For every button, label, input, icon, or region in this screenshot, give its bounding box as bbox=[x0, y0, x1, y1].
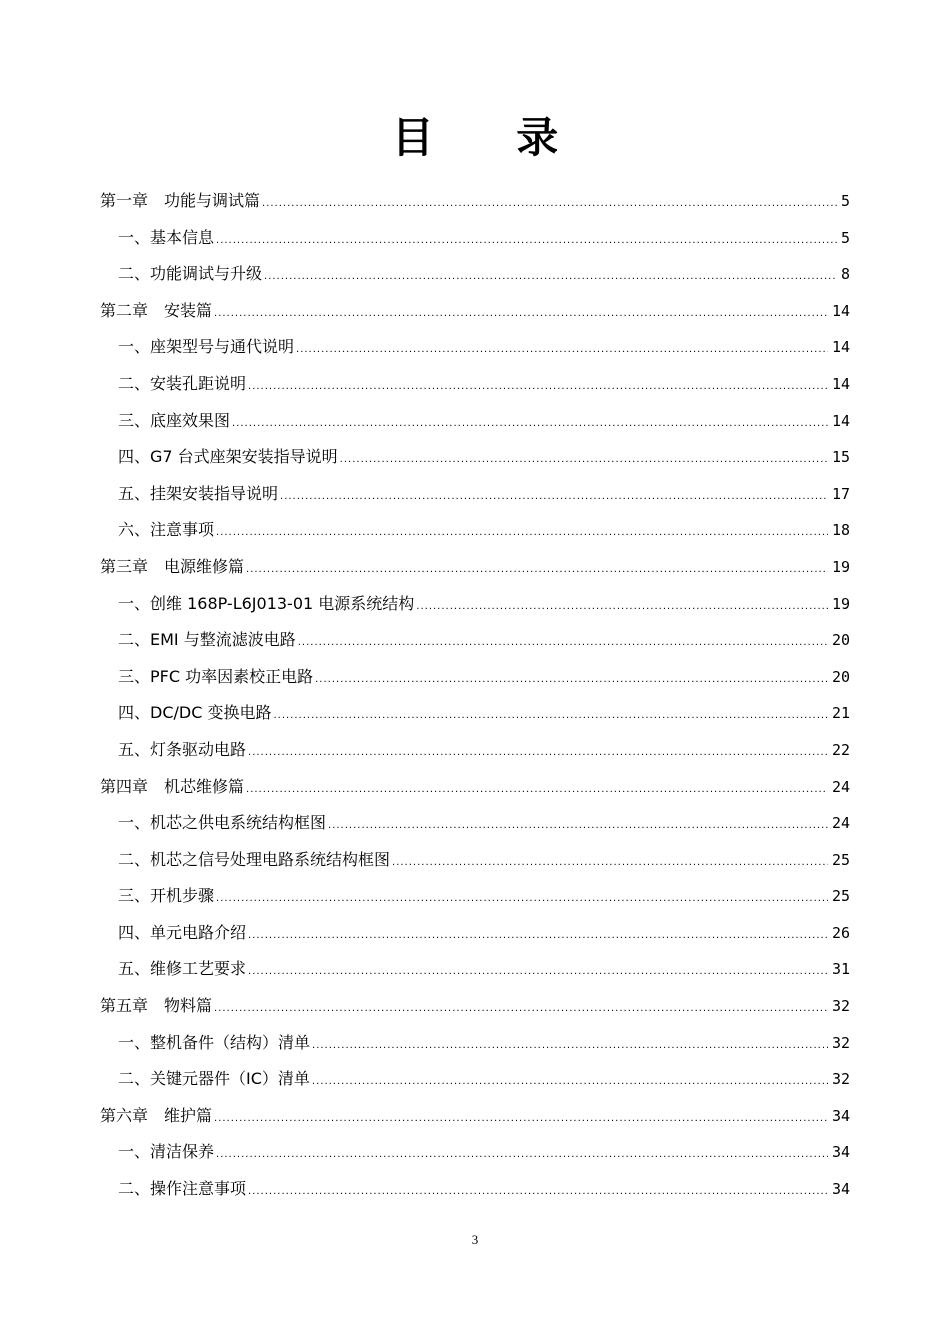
toc-chapter-entry[interactable] bbox=[100, 988, 850, 1025]
toc-entry-page: 21 bbox=[831, 704, 850, 723]
toc-dot-leader bbox=[248, 918, 828, 955]
toc-dot-leader bbox=[416, 589, 828, 626]
table-of-contents bbox=[100, 183, 850, 1208]
toc-section-entry[interactable] bbox=[100, 1061, 850, 1098]
toc-section-entry[interactable] bbox=[100, 1134, 850, 1171]
toc-section-entry[interactable] bbox=[100, 439, 850, 476]
toc-entry-label: 五、灯条驱动电路 bbox=[118, 739, 247, 759]
toc-entry-label: 二、EMI 与整流滤波电路 bbox=[118, 630, 296, 650]
toc-entry-label: 二、功能调试与升级 bbox=[118, 264, 263, 284]
toc-entry-page: 17 bbox=[831, 484, 850, 503]
toc-entry-label: 四、G7 台式座架安装指导说明 bbox=[118, 447, 338, 467]
toc-chapter-entry[interactable] bbox=[100, 549, 850, 586]
page-number: 3 bbox=[471, 1232, 479, 1247]
toc-section-entry[interactable] bbox=[100, 878, 850, 915]
toc-chapter-entry[interactable] bbox=[100, 293, 850, 330]
toc-entry-label: 五、维修工艺要求 bbox=[118, 959, 247, 979]
toc-entry-label: 第一章 功能与调试篇 bbox=[100, 191, 261, 210]
toc-dot-leader bbox=[296, 332, 828, 369]
toc-dot-leader bbox=[392, 845, 828, 882]
toc-dot-leader bbox=[273, 698, 827, 735]
toc-section-entry[interactable] bbox=[100, 622, 850, 659]
toc-chapter-entry[interactable] bbox=[100, 1098, 850, 1135]
toc-dot-leader bbox=[262, 186, 837, 223]
toc-entry-label: 第五章 物料篇 bbox=[100, 996, 213, 1016]
toc-entry-label: 二、安装孔距说明 bbox=[118, 373, 247, 393]
toc-dot-leader bbox=[214, 296, 828, 333]
toc-entry-page: 19 bbox=[831, 594, 850, 613]
toc-entry-page: 34 bbox=[831, 1106, 850, 1125]
toc-section-entry[interactable] bbox=[100, 1025, 850, 1062]
toc-entry-page: 26 bbox=[831, 923, 850, 942]
toc-dot-leader bbox=[280, 479, 828, 516]
toc-entry-page: 18 bbox=[831, 521, 850, 540]
toc-section-entry[interactable] bbox=[100, 403, 850, 440]
toc-section-entry[interactable] bbox=[100, 842, 850, 879]
toc-section-entry[interactable] bbox=[100, 915, 850, 952]
toc-entry-label: 一、清洁保养 bbox=[118, 1142, 215, 1162]
toc-dot-leader bbox=[214, 1101, 828, 1138]
toc-section-entry[interactable] bbox=[100, 951, 850, 988]
toc-entry-page: 14 bbox=[831, 411, 850, 430]
page-title: 目 录 bbox=[391, 113, 593, 162]
toc-entry-page: 22 bbox=[831, 740, 850, 759]
toc-entry-label: 一、整机备件（结构）清单 bbox=[118, 1032, 311, 1052]
toc-entry-label: 第六章 维护篇 bbox=[100, 1105, 213, 1125]
toc-entry-label: 一、基本信息 bbox=[118, 227, 215, 247]
toc-dot-leader bbox=[340, 442, 828, 479]
toc-dot-leader bbox=[216, 881, 828, 918]
toc-dot-leader bbox=[248, 735, 828, 772]
toc-dot-leader bbox=[248, 369, 828, 406]
toc-dot-leader bbox=[328, 808, 828, 845]
toc-section-entry[interactable] bbox=[100, 512, 850, 549]
toc-dot-leader bbox=[246, 772, 828, 809]
toc-dot-leader bbox=[246, 552, 828, 589]
toc-entry-page: 34 bbox=[831, 1180, 850, 1199]
toc-section-entry[interactable] bbox=[100, 220, 850, 257]
toc-section-entry[interactable] bbox=[100, 805, 850, 842]
toc-dot-leader bbox=[216, 515, 828, 552]
toc-entry-label: 二、操作注意事项 bbox=[118, 1179, 247, 1199]
toc-entry-page: 25 bbox=[831, 887, 850, 906]
toc-section-entry[interactable] bbox=[100, 366, 850, 403]
toc-entry-page: 14 bbox=[831, 338, 850, 357]
toc-section-entry[interactable] bbox=[100, 329, 850, 366]
toc-entry-label: 一、机芯之供电系统结构框图 bbox=[118, 813, 327, 833]
toc-entry-page: 20 bbox=[831, 667, 850, 686]
toc-entry-page: 32 bbox=[831, 997, 850, 1016]
toc-entry-page: 25 bbox=[831, 850, 850, 869]
toc-entry-label: 第四章 机芯维修篇 bbox=[100, 776, 245, 796]
toc-entry-label: 五、挂架安装指导说明 bbox=[118, 483, 279, 503]
toc-section-entry[interactable] bbox=[100, 659, 850, 696]
toc-entry-page: 14 bbox=[831, 301, 850, 320]
toc-entry-page: 31 bbox=[831, 960, 850, 979]
toc-entry-page: 5 bbox=[840, 192, 850, 210]
toc-entry-label: 三、底座效果图 bbox=[118, 410, 231, 430]
toc-entry-page: 14 bbox=[831, 374, 850, 393]
toc-entry-page: 8 bbox=[840, 265, 850, 284]
toc-dot-leader bbox=[248, 954, 828, 991]
toc-section-entry[interactable] bbox=[100, 695, 850, 732]
toc-entry-label: 三、开机步骤 bbox=[118, 886, 215, 906]
toc-chapter-entry[interactable] bbox=[100, 769, 850, 806]
toc-entry-page: 19 bbox=[831, 557, 850, 576]
toc-dot-leader bbox=[216, 223, 837, 260]
toc-section-entry[interactable] bbox=[100, 256, 850, 293]
toc-dot-leader bbox=[214, 991, 828, 1028]
toc-entry-label: 一、座架型号与通代说明 bbox=[118, 337, 295, 357]
toc-entry-label: 四、DC/DC 变换电路 bbox=[118, 703, 272, 723]
toc-entry-label: 一、创维 168P-L6J013-01 电源系统结构 bbox=[118, 593, 415, 613]
toc-entry-page: 24 bbox=[831, 814, 850, 833]
toc-entry-page: 5 bbox=[840, 228, 850, 247]
toc-section-entry[interactable] bbox=[100, 476, 850, 513]
toc-dot-leader bbox=[298, 625, 828, 662]
toc-entry-page: 20 bbox=[831, 631, 850, 650]
toc-entry-label: 第三章 电源维修篇 bbox=[100, 556, 245, 576]
toc-entry-page: 32 bbox=[831, 1070, 850, 1089]
toc-dot-leader bbox=[264, 259, 837, 296]
toc-entry-label: 四、单元电路介绍 bbox=[118, 922, 247, 942]
toc-dot-leader bbox=[312, 1028, 828, 1065]
toc-dot-leader bbox=[232, 406, 828, 443]
toc-dot-leader bbox=[315, 662, 828, 699]
toc-section-entry[interactable] bbox=[100, 586, 850, 623]
toc-entry-label: 三、PFC 功率因素校正电路 bbox=[118, 666, 314, 686]
toc-entry-label: 第二章 安装篇 bbox=[100, 300, 213, 320]
toc-dot-leader bbox=[216, 1137, 828, 1174]
toc-entry-page: 24 bbox=[831, 777, 850, 796]
toc-entry-page: 34 bbox=[831, 1143, 850, 1162]
toc-entry-label: 二、机芯之信号处理电路系统结构框图 bbox=[118, 849, 391, 869]
toc-section-entry[interactable] bbox=[100, 1171, 850, 1208]
toc-dot-leader bbox=[248, 1174, 828, 1211]
toc-entry-label: 六、注意事项 bbox=[118, 520, 215, 540]
toc-section-entry[interactable] bbox=[100, 732, 850, 769]
toc-dot-leader bbox=[312, 1064, 828, 1101]
toc-chapter-entry[interactable] bbox=[100, 183, 850, 220]
toc-entry-page: 32 bbox=[831, 1033, 850, 1052]
toc-entry-page: 15 bbox=[831, 448, 850, 467]
toc-entry-label: 二、关键元器件（IC）清单 bbox=[118, 1069, 310, 1089]
